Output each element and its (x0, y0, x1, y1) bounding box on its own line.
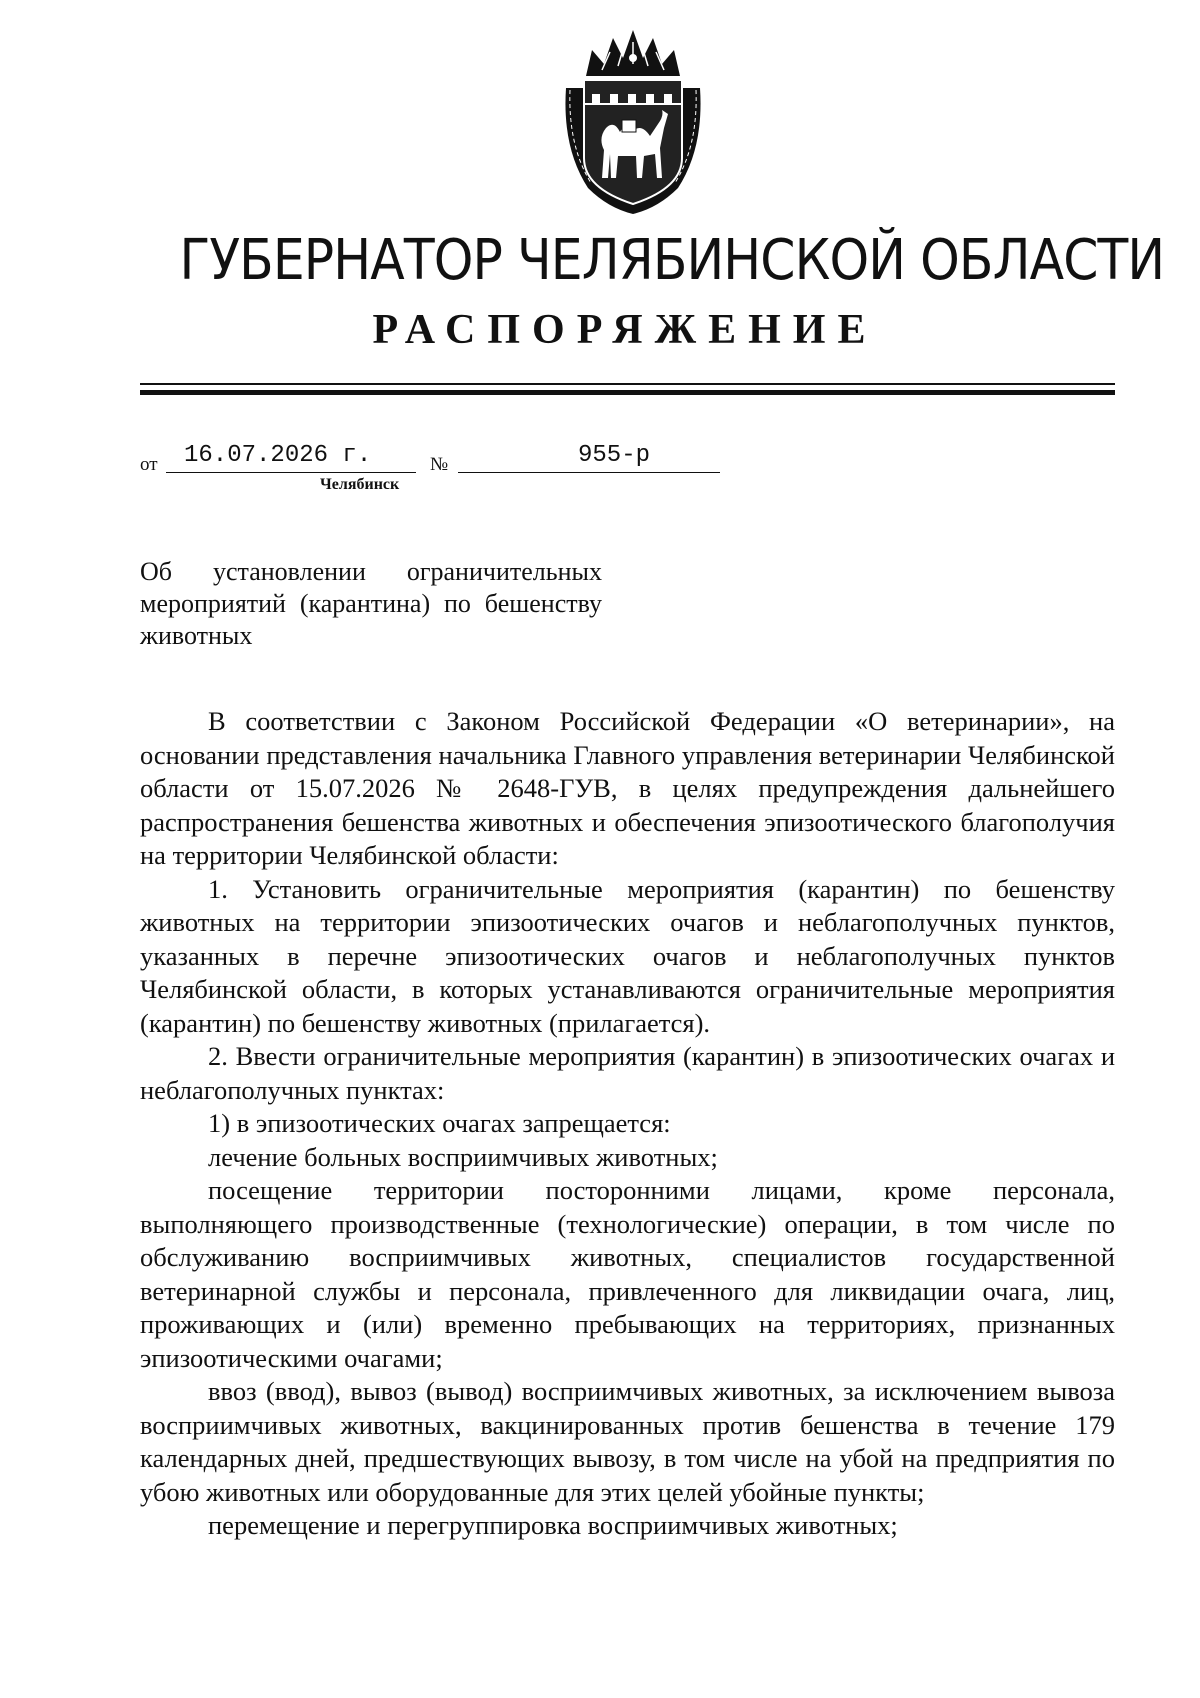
body-paragraph: посещение территории посторонними лицами, кроме персонала, выполняющего производственные (технологические) операции, в том числе по обслуживанию восприимчивых животных, специалистов государственной ветеринарной службы и персонала, привлеченного для ликвидации очага, лиц, проживающих и (или) временно пребывающих на территориях, признанных эпизоотическими очагами; (140, 1175, 1115, 1373)
document-subject: Об установлении ограничительных мероприятий (карантина) по бешенству животных (140, 557, 602, 650)
issuing-authority: ГУБЕРНАТОР ЧЕЛЯБИНСКОЙ ОБЛАСТИ (179, 228, 1165, 293)
number-label: № (430, 454, 449, 475)
document-type: РАСПОРЯЖЕНИЕ (372, 307, 878, 353)
body-paragraph: 1) в эпизоотических очагах запрещается: (208, 1108, 671, 1138)
header-divider-thick (140, 390, 1115, 395)
body-paragraph: 1. Установить ограничительные мероприятия (карантин) по бешенству животных на территории эпизоотических очагов и неблагополучных пунктов, указанных в перечне эпизоотических очагов и неблагополучных пунктов Челябинской области, в которых устанавливаются ограничительные мероприятия (карантин) по бешенству животных (прилагается). (140, 873, 1115, 1038)
body-paragraph: лечение больных восприимчивых животных; (208, 1141, 718, 1172)
document-date: 16.07.2026 г. (166, 440, 416, 473)
coat-of-arms-emblem (558, 28, 708, 216)
body-paragraph: перемещение и перегруппировка восприимчивых животных; (208, 1510, 898, 1540)
body-paragraph: В соответствии с Законом Российской Федерации «О ветеринарии», на основании представления начальника Главного управления ветеринарии Челябинской области от 15.07.2026 № 2648-ГУВ, в целях предупреждения дальнейшего распространения бешенства животных и обеспечения эпизоотического благополучия на территории Челябинской области: (140, 706, 1115, 870)
document-body (140, 705, 1115, 1543)
date-prefix-label: от (140, 454, 158, 475)
body-paragraph: ввоз (ввод), вывоз (вывод) восприимчивых животных, за исключением вывоза восприимчивых животных, вакцинированных против бешенства в течение 179 календарных дней, предшествующих вывозу, в том числе на убой на предприятия по убою животных или оборудованные для этих целей убойные пункты; (140, 1376, 1115, 1507)
issue-city: Челябинск (320, 476, 400, 493)
header-divider-thin (140, 383, 1115, 385)
body-paragraph: 2. Ввести ограничительные мероприятия (карантин) в эпизоотических очагах и неблагополучных пунктах: (140, 1041, 1115, 1105)
document-number: 955-р (458, 440, 720, 473)
